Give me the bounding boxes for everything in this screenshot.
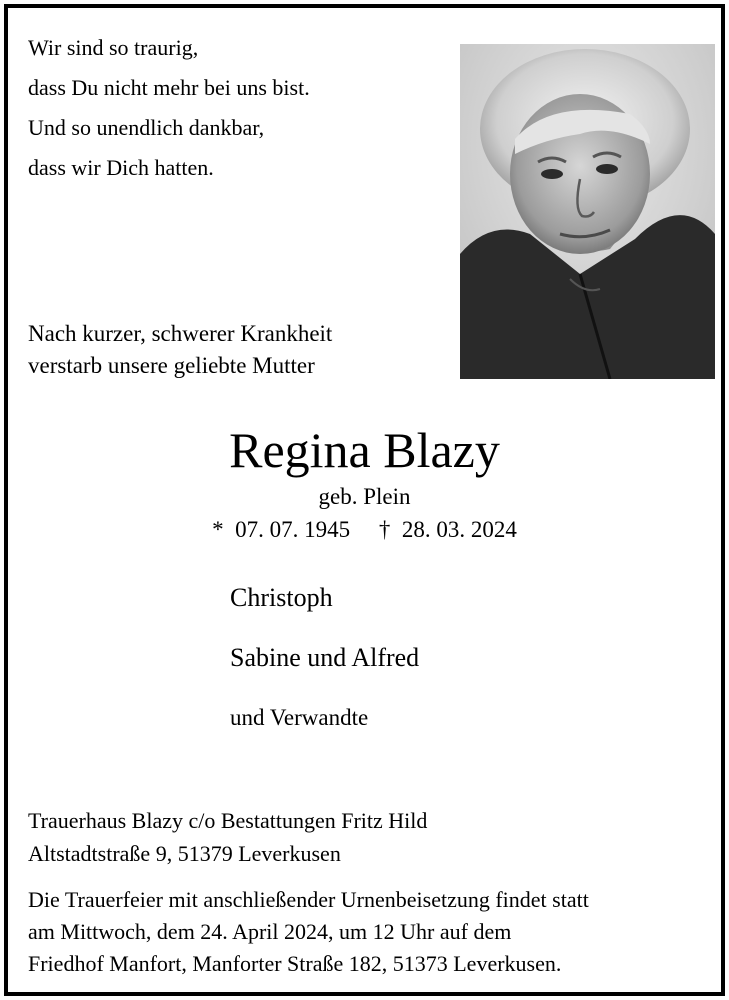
maiden-name: geb. Plein [318,484,411,509]
obituary-frame [4,4,725,996]
verse-line: dass wir Dich hatten. [28,155,214,180]
intro-line: verstarb unsere geliebte Mutter [28,353,315,378]
deceased-name: Regina Blazy [229,422,500,478]
intro-line: Nach kurzer, schwerer Krankheit [28,321,333,346]
poem-verse [28,28,310,188]
mourner-name: und Verwandte [230,705,369,730]
mourning-house-address [28,804,427,870]
intro-text [28,318,332,382]
portrait-photo [460,44,715,379]
verse-line: Wir sind so traurig, [28,35,199,60]
verse-line: dass Du nicht mehr bei uns bist. [28,75,310,100]
mourner-name: Sabine und Alfred [230,643,420,672]
mourner-name: Christoph [230,583,333,612]
funeral-line: Die Trauerfeier mit anschließender Urnenbeisetzung findet statt [28,887,589,912]
address-line: Trauerhaus Blazy c/o Bestattungen Fritz Hild [28,808,428,833]
funeral-line: Friedhof Manfort, Manforter Straße 182, 51373 Leverkusen. [28,951,562,976]
life-dates: * 07. 07. 1945 † 28. 03. 2024 [212,517,517,542]
address-line: Altstadtstraße 9, 51379 Leverkusen [28,841,341,866]
verse-line: Und so unendlich dankbar, [28,115,265,140]
funeral-notice [28,884,589,980]
funeral-line: am Mittwoch, dem 24. April 2024, um 12 Uhr auf dem [28,919,512,944]
